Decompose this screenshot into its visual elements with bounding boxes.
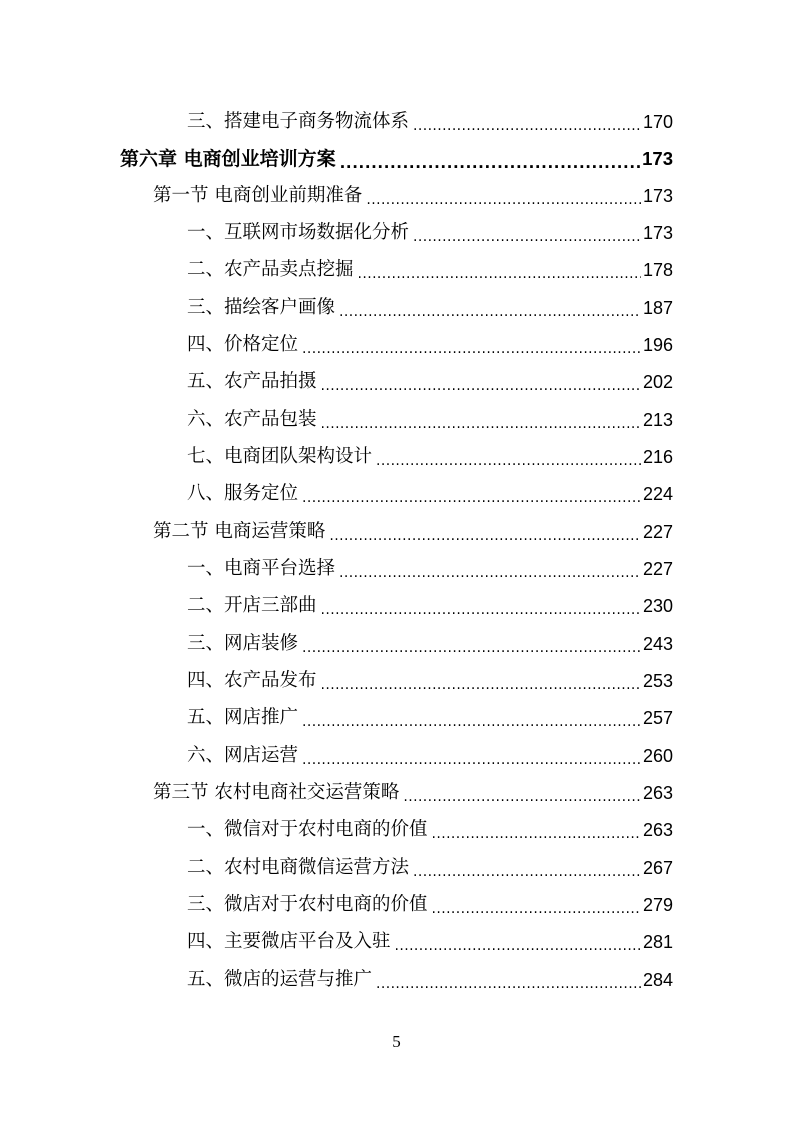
toc-section-title: 第一节 电商创业前期准备: [153, 185, 363, 206]
toc-entry-page: 178: [642, 260, 673, 280]
toc-entry[interactable]: [187, 106, 673, 134]
dot-leader: [302, 482, 641, 506]
toc-entry-title: 三、网店装修: [187, 633, 299, 654]
toc-entry-title: 二、农产品卖点挖掘: [187, 259, 354, 280]
toc-entry[interactable]: [187, 740, 673, 768]
toc-entry-title: 三、搭建电子商务物流体系: [187, 111, 410, 132]
toc-entry-page: 170: [642, 112, 673, 132]
toc-entry-title: 一、互联网市场数据化分析: [187, 222, 410, 243]
toc-entry-page: 260: [642, 746, 673, 766]
toc-entry-page: 187: [642, 298, 673, 318]
dot-leader: [321, 669, 641, 693]
toc-entry-title: 五、农产品拍摄: [187, 371, 317, 392]
toc-entry-title: 八、服务定位: [187, 483, 299, 504]
toc-entry-title: 三、微店对于农村电商的价值: [187, 894, 428, 915]
toc-entry-page: 279: [642, 895, 673, 915]
toc-entry-page: 243: [642, 634, 673, 654]
dot-leader: [302, 744, 641, 768]
dot-leader: [413, 856, 641, 880]
dot-leader: [339, 296, 641, 320]
dot-leader: [339, 557, 641, 581]
toc-entry[interactable]: [187, 926, 673, 954]
toc-section-title: 第三节 农村电商社交运营策略: [153, 782, 400, 803]
toc-entry[interactable]: [187, 852, 673, 880]
toc-entry[interactable]: [187, 404, 673, 432]
toc-entry-page: 281: [642, 932, 673, 952]
toc-entry[interactable]: [187, 254, 673, 282]
toc-entry[interactable]: [187, 814, 673, 842]
toc-section-title: 第二节 电商运营策略: [153, 521, 326, 542]
toc-entry[interactable]: [187, 441, 673, 469]
toc-entry-title: 六、农产品包装: [187, 409, 317, 430]
dot-leader: [376, 445, 641, 469]
toc-chapter[interactable]: [120, 143, 673, 171]
toc-entry-title: 一、电商平台选择: [187, 558, 336, 579]
toc-entry-page: 284: [642, 970, 673, 990]
toc-entry[interactable]: [187, 478, 673, 506]
toc-entry[interactable]: [187, 889, 673, 917]
toc-entry-title: 四、价格定位: [187, 334, 299, 355]
dot-leader: [329, 520, 641, 544]
dot-leader: [340, 147, 641, 171]
toc-section-page: 227: [642, 522, 673, 542]
dot-leader: [403, 781, 641, 805]
toc-entry-title: 三、描绘客户画像: [187, 297, 336, 318]
toc-entry-title: 五、微店的运营与推广: [187, 969, 373, 990]
toc-entry-page: 253: [642, 671, 673, 691]
dot-leader: [302, 632, 641, 656]
toc-entry-page: 267: [642, 858, 673, 878]
toc-entry[interactable]: [187, 329, 673, 357]
toc-entry[interactable]: [187, 702, 673, 730]
toc-entry-title: 七、电商团队架构设计: [187, 446, 373, 467]
dot-leader: [432, 818, 641, 842]
toc-entry[interactable]: [187, 366, 673, 394]
toc-chapter-title: 第六章 电商创业培训方案: [120, 148, 336, 170]
dot-leader: [413, 221, 641, 245]
toc-entry-page: 213: [642, 410, 673, 430]
dot-leader: [413, 110, 641, 134]
dot-leader: [432, 893, 641, 917]
toc-entry-page: 227: [642, 559, 673, 579]
toc-entry-page: 196: [642, 335, 673, 355]
toc-chapter-page: 173: [642, 148, 673, 169]
toc-entry[interactable]: [187, 665, 673, 693]
toc-entry-page: 263: [642, 820, 673, 840]
toc-entry-title: 六、网店运营: [187, 745, 299, 766]
toc-entry[interactable]: [187, 292, 673, 320]
toc-entry-page: 202: [642, 372, 673, 392]
toc-entry[interactable]: [187, 217, 673, 245]
toc-entry-page: 257: [642, 708, 673, 728]
dot-leader: [366, 184, 641, 208]
toc-entry-title: 二、开店三部曲: [187, 595, 317, 616]
toc-entry-title: 二、农村电商微信运营方法: [187, 857, 410, 878]
dot-leader: [395, 930, 641, 954]
toc-section-page: 173: [642, 186, 673, 206]
toc-entry-title: 一、微信对于农村电商的价值: [187, 819, 428, 840]
toc-entry-title: 五、网店推广: [187, 707, 299, 728]
dot-leader: [376, 968, 641, 992]
toc-section[interactable]: [153, 516, 673, 544]
dot-leader: [302, 333, 641, 357]
toc-entry[interactable]: [187, 628, 673, 656]
dot-leader: [321, 408, 641, 432]
dot-leader: [302, 706, 641, 730]
dot-leader: [358, 258, 641, 282]
dot-leader: [321, 594, 641, 618]
toc-section[interactable]: [153, 777, 673, 805]
toc-entry-title: 四、主要微店平台及入驻: [187, 931, 391, 952]
toc-section-page: 263: [642, 783, 673, 803]
toc-entry[interactable]: [187, 590, 673, 618]
toc-entry-title: 四、农产品发布: [187, 670, 317, 691]
toc-entry-page: 173: [642, 223, 673, 243]
toc-entry-page: 224: [642, 484, 673, 504]
toc-entry[interactable]: [187, 553, 673, 581]
page-number: 5: [392, 1032, 401, 1051]
toc-section[interactable]: [153, 180, 673, 208]
toc-entry-page: 216: [642, 447, 673, 467]
toc-entry-page: 230: [642, 596, 673, 616]
dot-leader: [321, 370, 641, 394]
toc-entry[interactable]: [187, 964, 673, 992]
